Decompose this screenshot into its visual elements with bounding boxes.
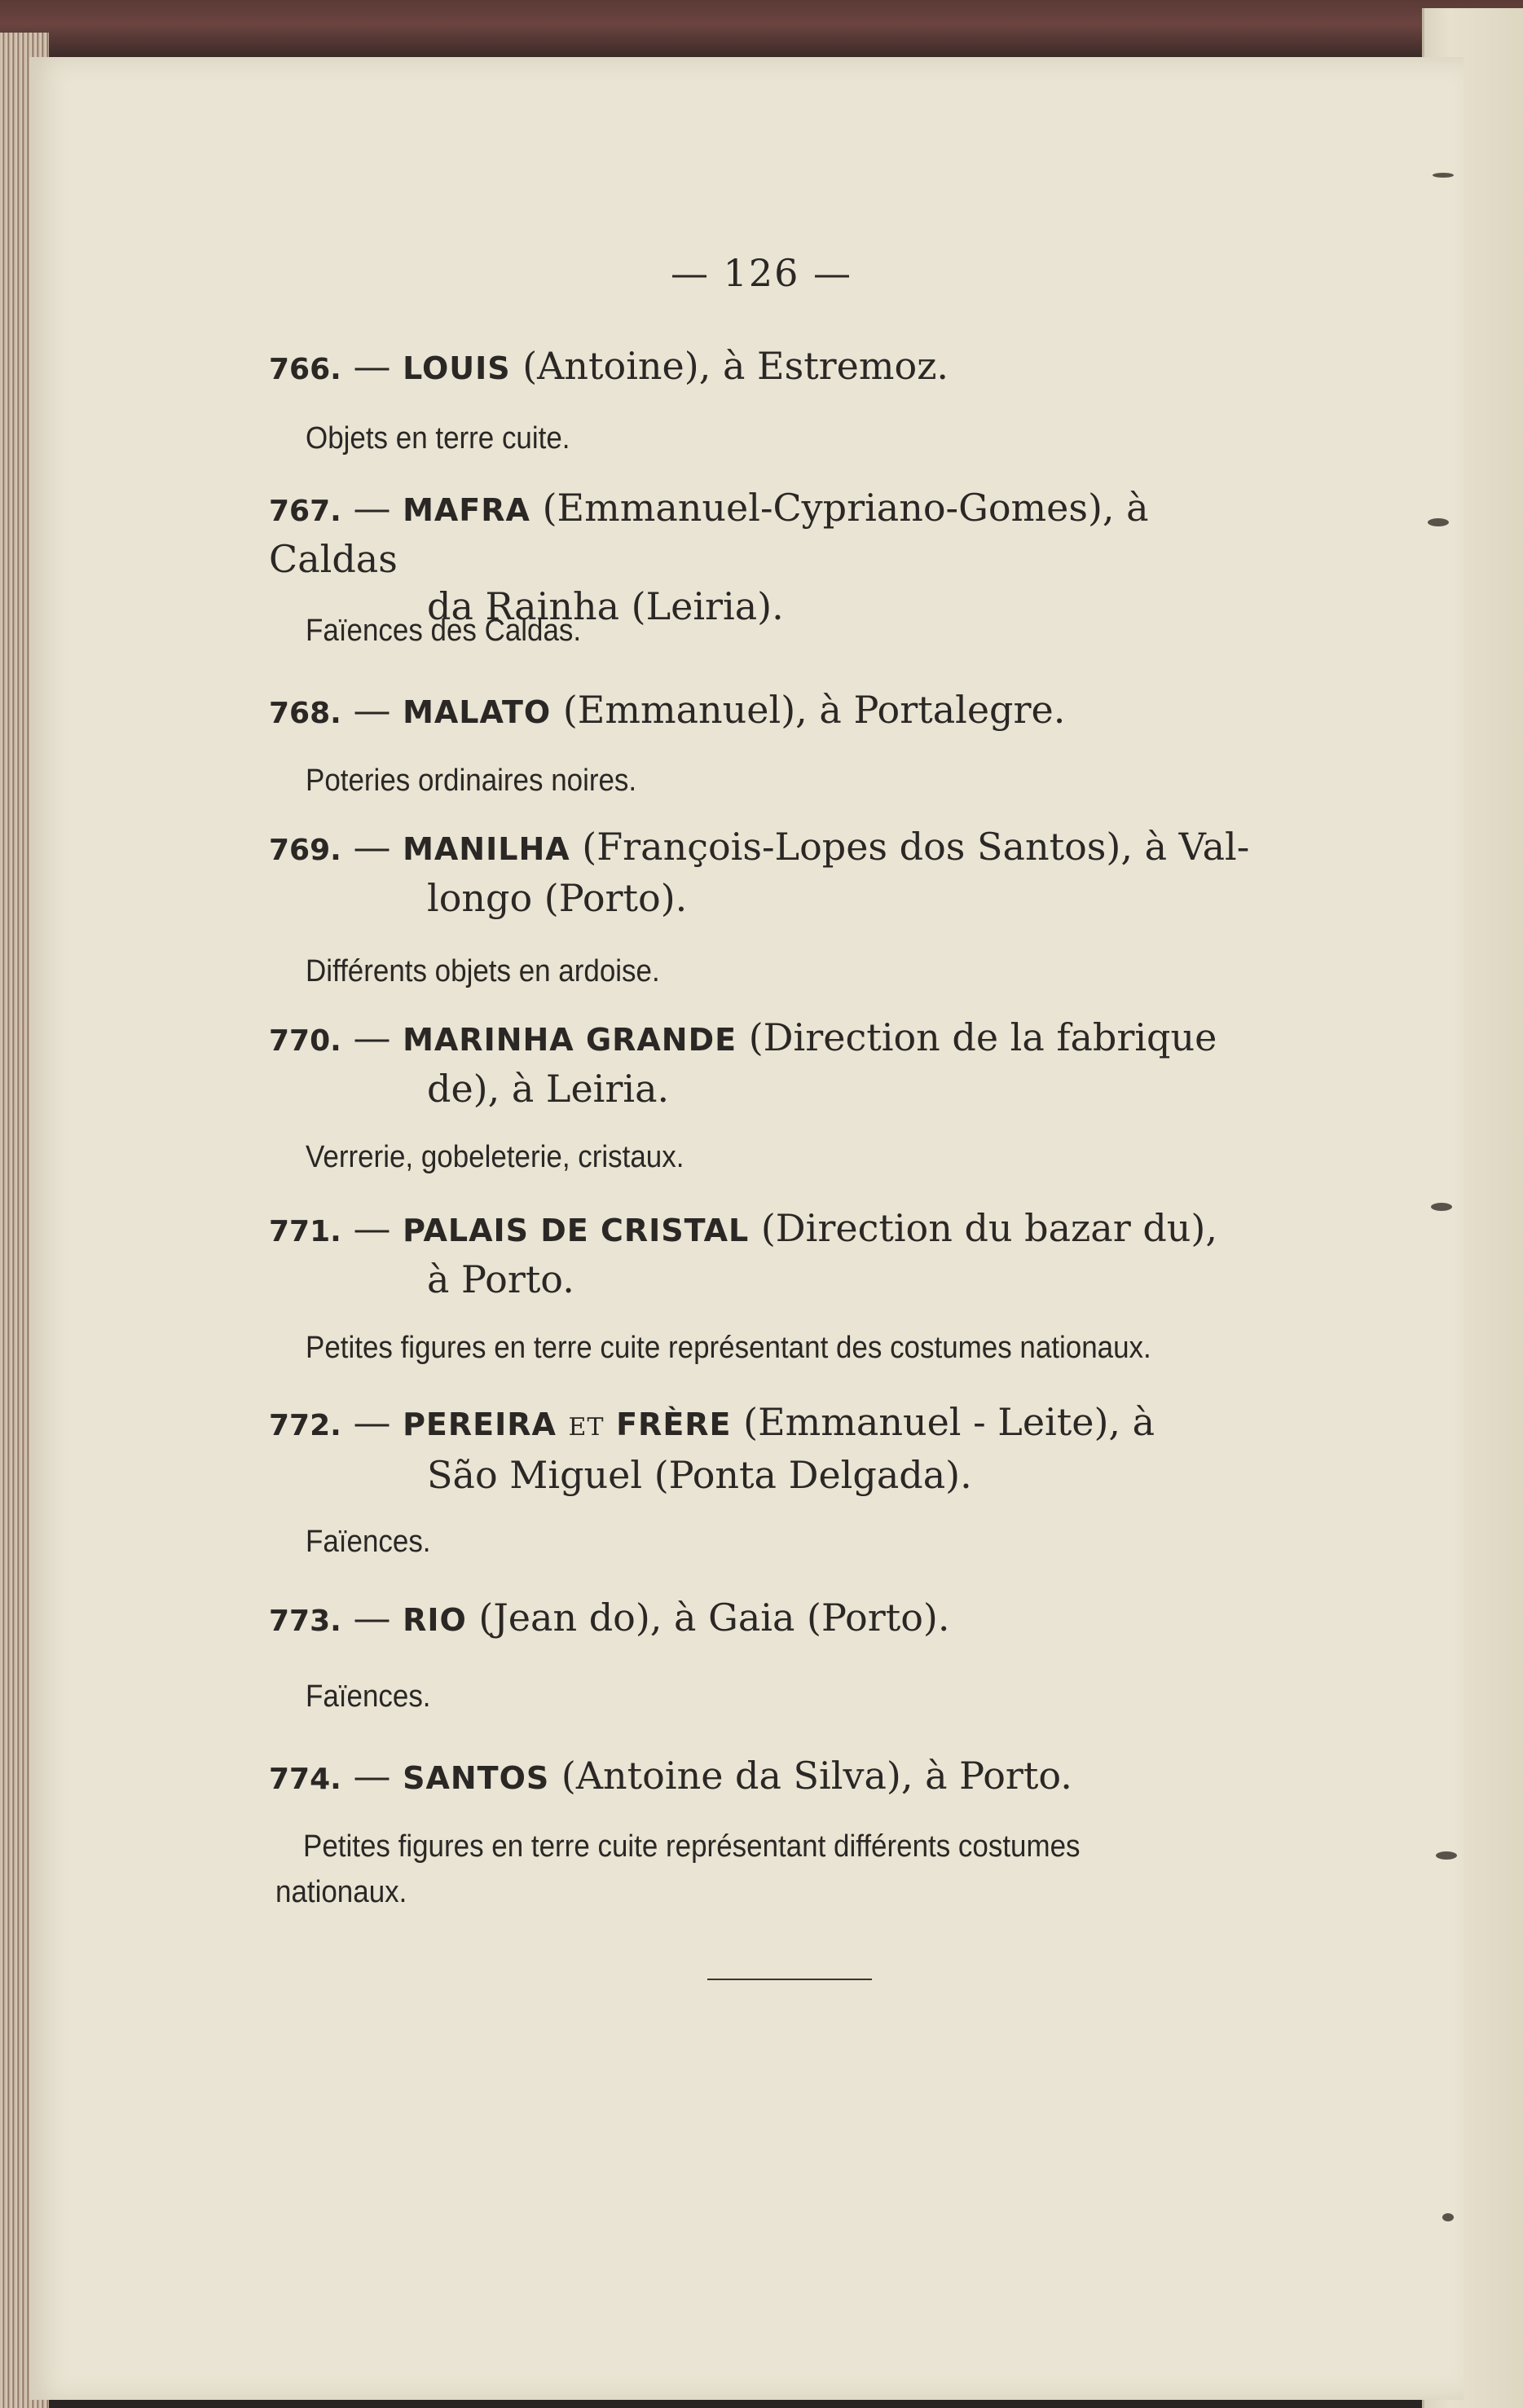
entry-dash: — <box>353 688 391 732</box>
entry-774-description-continuation: nationaux. <box>275 1875 407 1909</box>
entry-768-description: Poteries ordinaires noires. <box>306 764 637 798</box>
entry-773-description: Faïences. <box>306 1679 431 1714</box>
entry-dash: — <box>353 1400 391 1444</box>
entry-details: (Emmanuel - Leite), à <box>743 1400 1155 1444</box>
entry-769-description: Différents objets en ardoise. <box>306 954 660 988</box>
entry-number: 770. <box>269 1024 341 1058</box>
end-rule <box>707 1979 872 1980</box>
entry-number: 766. <box>269 353 341 386</box>
entry-continuation: São Miguel (Ponta Delgada). <box>427 1453 972 1497</box>
entry-773 <box>269 1594 1255 1645</box>
entry-details: (Antoine), à Estremoz. <box>522 344 949 388</box>
entry-name: MARINHA GRANDE <box>403 1022 737 1058</box>
entry-774 <box>269 1752 1255 1803</box>
entry-details: (Emmanuel-Cypriano-Gomes), à Caldas <box>269 486 1149 581</box>
margin-mark <box>1428 518 1449 526</box>
entry-number: 767. <box>269 495 341 528</box>
entry-772 <box>269 1398 1255 1499</box>
entry-number: 769. <box>269 834 341 867</box>
entry-dash: — <box>353 486 391 530</box>
entry-name: RIO <box>403 1602 467 1638</box>
entry-dash: — <box>353 1596 391 1640</box>
entry-number: 773. <box>269 1605 341 1638</box>
entry-774-description <box>275 1824 1149 1915</box>
entry-conjunction: ET <box>568 1413 605 1442</box>
entry-continuation: longo (Porto). <box>427 876 688 920</box>
entry-766 <box>269 342 1255 394</box>
entry-768 <box>269 686 1255 737</box>
entry-name: LOUIS <box>403 350 511 386</box>
entry-number: 774. <box>269 1763 341 1796</box>
entry-name-second: FRÈRE <box>616 1407 732 1442</box>
entry-continuation: da Rainha (Leiria). <box>427 584 784 628</box>
entry-772-description: Faïences. <box>306 1525 431 1559</box>
entry-details: (Jean do), à Gaia (Porto). <box>478 1596 950 1640</box>
entry-name: MANILHA <box>403 831 570 867</box>
entry-details: (Emmanuel), à Portalegre. <box>562 688 1066 732</box>
margin-mark <box>1433 173 1454 178</box>
entry-continuation: de), à Leiria. <box>427 1067 670 1111</box>
entry-767-description: Faïences des Caldas. <box>306 614 582 648</box>
page-number: — 126 — <box>670 251 853 295</box>
margin-mark <box>1431 1203 1452 1211</box>
entry-name: MALATO <box>403 694 552 730</box>
entry-770-description: Verrerie, gobeleterie, cristaux. <box>306 1140 684 1174</box>
entry-name: MAFRA <box>403 492 530 528</box>
entry-dash: — <box>353 825 391 869</box>
entry-name: PEREIRA <box>403 1407 557 1442</box>
entry-details: (Direction du bazar du), <box>760 1206 1217 1250</box>
entry-details: (Antoine da Silva), à Porto. <box>561 1754 1072 1798</box>
entry-771-description: Petites figures en terre cuite représentant des costumes nationaux. <box>306 1331 1151 1365</box>
margin-mark <box>1442 2213 1454 2221</box>
entry-dash: — <box>353 1015 391 1059</box>
entry-name: PALAIS DE CRISTAL <box>403 1213 750 1248</box>
margin-mark <box>1436 1851 1457 1860</box>
entry-770 <box>269 1014 1255 1112</box>
entry-774-description-line: Petites figures en terre cuite représentant différents costumes <box>303 1829 1081 1864</box>
entry-number: 768. <box>269 697 341 730</box>
entry-dash: — <box>353 1754 391 1798</box>
entry-769 <box>269 823 1255 922</box>
entry-766-description: Objets en terre cuite. <box>306 421 570 456</box>
entry-dash: — <box>353 1206 391 1250</box>
entry-number: 772. <box>269 1409 341 1442</box>
entry-dash: — <box>353 344 391 388</box>
entry-details: (François-Lopes dos Santos), à Val- <box>582 825 1250 869</box>
entry-name: SANTOS <box>403 1760 550 1796</box>
entry-771 <box>269 1204 1255 1303</box>
entry-continuation: à Porto. <box>427 1257 574 1301</box>
entry-number: 771. <box>269 1215 341 1248</box>
entry-details: (Direction de la fabrique <box>748 1015 1217 1059</box>
